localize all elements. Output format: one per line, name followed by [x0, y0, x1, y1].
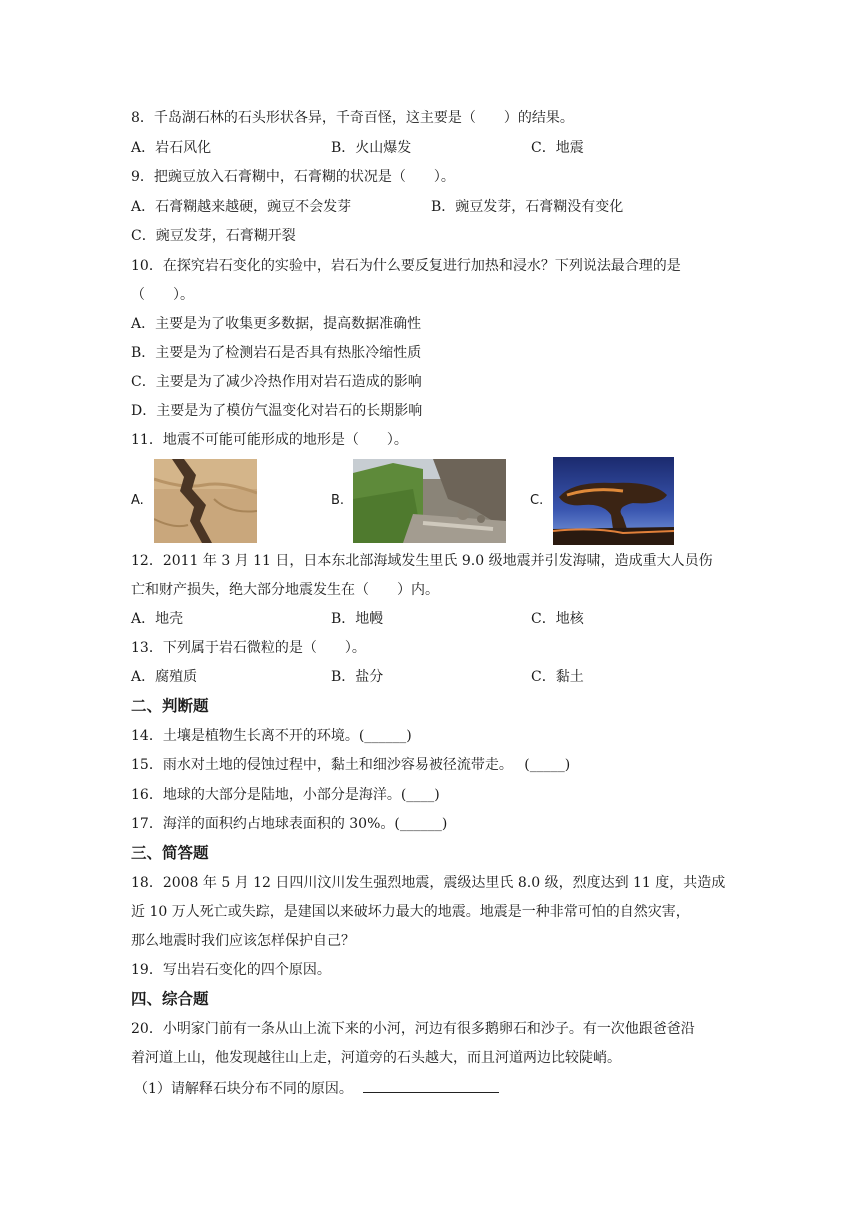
q8-stem: 8．千岛湖石林的石头形状各异，千奇百怪，这主要是（ ）的结果。: [131, 110, 574, 126]
ground-crack-image: [154, 459, 257, 543]
q18-line2: 近 10 万人死亡或失踪，是建国以来破坏力最大的地震。地震是一种非常可怕的自然灾害，: [131, 904, 690, 920]
q9-option-b: B．豌豆发芽，石膏糊没有变化: [431, 199, 624, 215]
q9-stem: 9．把豌豆放入石膏糊中，石膏糊的状况是（ ）。: [131, 169, 455, 185]
q15: 15．雨水对土地的侵蚀过程中，黏土和细沙容易被径流带走。 (_____): [131, 757, 571, 773]
q17: 17．海洋的面积约占地球表面积的 30%。(______): [131, 816, 448, 832]
q9-option-c: C．豌豆发芽，石膏糊开裂: [131, 228, 296, 244]
q11-stem: 11．地震不可能可能形成的地形是（ ）。: [131, 432, 408, 448]
q13-option-a: A．腐殖质: [131, 669, 198, 685]
answer-blank-line: [363, 1078, 499, 1093]
mushroom-rock-image: [553, 457, 674, 545]
q13-option-c: C．黏土: [531, 669, 584, 685]
q14: 14．土壤是植物生长离不开的环境。(______): [131, 728, 412, 744]
q12-option-a: A．地壳: [131, 611, 184, 627]
q10-option-d: D．主要是为了模仿气温变化对岩石的长期影响: [131, 403, 423, 419]
q9-option-a: A．石膏糊越来越硬，豌豆不会发芽: [131, 199, 352, 215]
q11-option-a-label: A.: [131, 493, 144, 508]
q12-stem-line1: 12．2011 年 3 月 11 日，日本东北部海域发生里氏 9.0 级地震并引发海啸，造成重大人员伤: [131, 553, 713, 569]
landslide-road-image: [353, 459, 506, 543]
q10-option-c: C．主要是为了减少冷热作用对岩石造成的影响: [131, 374, 422, 390]
q19: 19．写出岩石变化的四个原因。: [131, 962, 331, 978]
section-title-judgment: 二、判断题: [131, 697, 209, 715]
q10-option-a: A．主要是为了收集更多数据，提高数据准确性: [131, 316, 422, 332]
q12-option-b: B．地幔: [331, 611, 384, 627]
q13-stem: 13．下列属于岩石微粒的是（ ）。: [131, 640, 366, 656]
q10-stem-line2: （ ）。: [131, 287, 194, 303]
q11-option-c-label: C.: [530, 493, 544, 508]
q8-option-c: C．地震: [531, 140, 584, 156]
q11-option-b-label: B.: [331, 493, 345, 508]
q10-stem-line1: 10．在探究岩石变化的实验中，岩石为什么要反复进行加热和浸水？下列说法最合理的是: [131, 258, 681, 274]
q20-sub1: [134, 1078, 499, 1099]
q20-sub1-text: （1）请解释石块分布不同的原因。: [134, 1081, 353, 1097]
q20-line2: 着河道上山，他发现越往山上走，河道旁的石头越大，而且河道两边比较陡峭。: [131, 1050, 621, 1066]
q10-option-b: B．主要是为了检测岩石是否具有热胀冷缩性质: [131, 345, 422, 361]
q8-option-a: A．岩石风化: [131, 140, 212, 156]
q18-line3: 那么地震时我们应该怎样保护自己？: [131, 933, 355, 949]
section-title-short-answer: 三、简答题: [131, 844, 209, 862]
q20-line1: 20．小明家门前有一条从山上流下来的小河，河边有很多鹅卵石和沙子。有一次他跟爸爸沿: [131, 1021, 695, 1037]
q12-option-c: C．地核: [531, 611, 584, 627]
q12-stem-line2: 亡和财产损失，绝大部分地震发生在（ ）内。: [131, 582, 439, 598]
section-title-comprehensive: 四、综合题: [131, 990, 209, 1008]
q8-option-b: B．火山爆发: [331, 140, 412, 156]
q18-line1: 18．2008 年 5 月 12 日四川汶川发生强烈地震，震级达里氏 8.0 级，烈度达到 11 度，共造成: [131, 875, 726, 891]
q13-option-b: B．盐分: [331, 669, 384, 685]
q16: 16．地球的大部分是陆地，小部分是海洋。(____): [131, 787, 440, 803]
